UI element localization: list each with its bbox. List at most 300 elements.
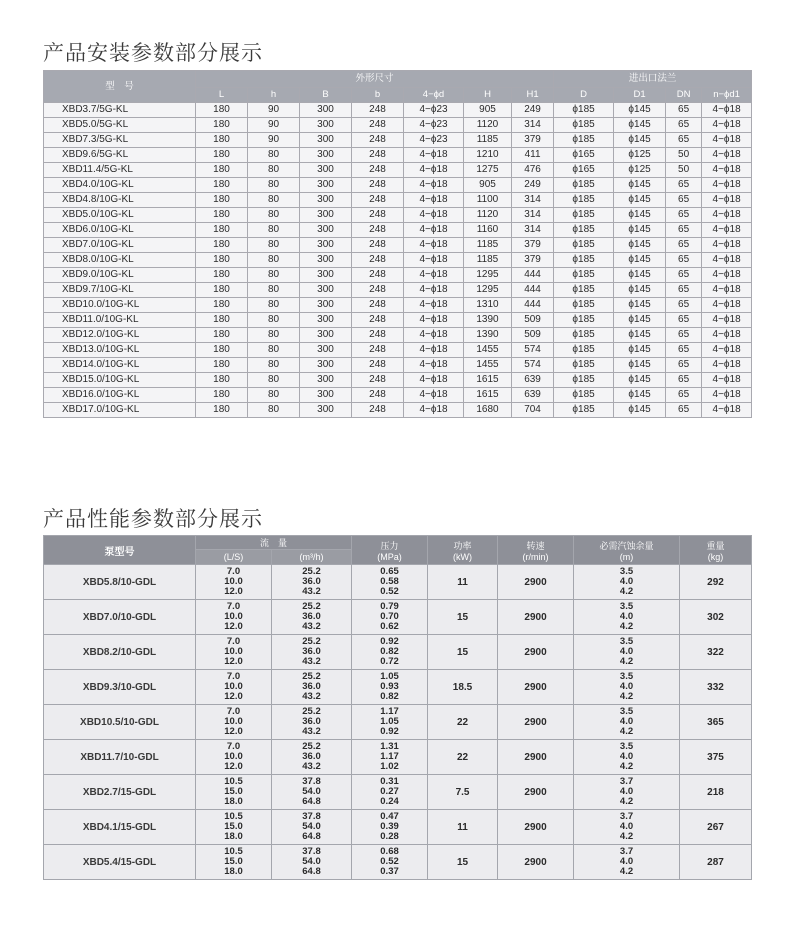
table-cell: 249 — [512, 178, 554, 193]
table-cell: 379 — [512, 238, 554, 253]
table-cell: 1295 — [464, 283, 512, 298]
flow-ls-cell — [196, 775, 272, 810]
table-cell: 4−ϕ18 — [404, 268, 464, 283]
table-cell: 65 — [666, 388, 702, 403]
performance-params-table — [43, 535, 752, 880]
table-cell: 65 — [666, 268, 702, 283]
table-cell: 4−ϕ18 — [404, 313, 464, 328]
table-cell: 1185 — [464, 133, 512, 148]
table-cell: 314 — [512, 223, 554, 238]
flow-m3h-cell-value: 25.2 — [302, 636, 321, 647]
npsh-cell — [574, 670, 680, 705]
table-cell: 4−ϕ18 — [702, 133, 752, 148]
table-cell: 4−ϕ18 — [702, 103, 752, 118]
table-cell: 180 — [196, 118, 248, 133]
table-cell: 4−ϕ23 — [404, 118, 464, 133]
table-cell: 50 — [666, 148, 702, 163]
table-cell: ϕ185 — [554, 268, 614, 283]
table-cell: 1615 — [464, 388, 512, 403]
header-col: DN — [666, 88, 702, 103]
table-cell: 180 — [196, 313, 248, 328]
table-cell: 180 — [196, 283, 248, 298]
table-cell: 248 — [352, 223, 404, 238]
table-cell: 1120 — [464, 208, 512, 223]
table-row — [44, 845, 752, 880]
power-cell: 15 — [428, 845, 498, 880]
flow-m3h-cell-value: 36.0 — [302, 611, 321, 622]
npsh-cell-value: 4.0 — [619, 576, 634, 587]
table-cell: ϕ185 — [554, 208, 614, 223]
header-col: b — [352, 88, 404, 103]
pressure-cell-value: 0.70 — [380, 611, 399, 622]
table-cell: ϕ185 — [554, 283, 614, 298]
power-cell: 7.5 — [428, 775, 498, 810]
table-cell: 300 — [300, 223, 352, 238]
table-cell: 4−ϕ18 — [702, 268, 752, 283]
weight-cell: 218 — [680, 775, 752, 810]
table-cell: 4−ϕ18 — [702, 298, 752, 313]
flow-ls-cell — [196, 600, 272, 635]
flow-ls-cell-value: 7.0 — [226, 671, 241, 682]
table-cell: 180 — [196, 343, 248, 358]
table-cell: ϕ185 — [554, 133, 614, 148]
npsh-cell-value: 3.5 — [619, 741, 634, 752]
table-cell: ϕ145 — [614, 268, 666, 283]
flow-ls-cell — [196, 635, 272, 670]
table-cell: 180 — [196, 328, 248, 343]
table-cell: 300 — [300, 163, 352, 178]
table-cell: 80 — [248, 358, 300, 373]
table-cell: ϕ145 — [614, 403, 666, 418]
pump-model-cell: XBD2.7/15-GDL — [44, 775, 196, 810]
pressure-cell-value: 0.31 — [380, 776, 399, 787]
table-cell: 80 — [248, 223, 300, 238]
flow-m3h-cell-value: 43.2 — [302, 726, 321, 737]
pressure-cell-value: 0.39 — [380, 821, 399, 832]
npsh-cell-value: 4.2 — [619, 656, 634, 667]
table-cell: 248 — [352, 298, 404, 313]
model-cell: XBD13.0/10G-KL — [44, 343, 196, 358]
table-cell: 65 — [666, 208, 702, 223]
npsh-cell — [574, 635, 680, 670]
table-cell: ϕ145 — [614, 223, 666, 238]
table-cell: ϕ185 — [554, 103, 614, 118]
pressure-cell-value: 0.93 — [380, 681, 399, 692]
table-cell: 300 — [300, 373, 352, 388]
table-cell: 639 — [512, 388, 554, 403]
flow-ls-cell-value: 10.0 — [224, 681, 243, 692]
table-row — [44, 373, 752, 388]
table-cell: 4−ϕ18 — [702, 238, 752, 253]
table-cell: 300 — [300, 133, 352, 148]
flow-ls-cell-value: 10.0 — [224, 576, 243, 587]
npsh-cell-value: 4.0 — [619, 611, 634, 622]
table-cell: ϕ165 — [554, 163, 614, 178]
table-row — [44, 635, 752, 670]
table-cell: 249 — [512, 103, 554, 118]
npsh-cell — [574, 600, 680, 635]
table-cell: 65 — [666, 253, 702, 268]
table-cell: 4−ϕ18 — [702, 193, 752, 208]
table-cell: 90 — [248, 133, 300, 148]
pressure-cell-value: 0.79 — [380, 601, 399, 612]
table-cell: 4−ϕ18 — [404, 178, 464, 193]
table-cell: 509 — [512, 313, 554, 328]
table-cell: 4−ϕ18 — [702, 373, 752, 388]
install-params-table — [43, 70, 752, 418]
table-row — [44, 103, 752, 118]
header-flow: 流 量 — [196, 536, 352, 550]
flow-ls-cell-value: 12.0 — [224, 621, 243, 632]
flow-m3h-cell — [272, 705, 352, 740]
table-row — [44, 238, 752, 253]
model-cell: XBD5.0/10G-KL — [44, 208, 196, 223]
npsh-cell-value: 4.0 — [619, 646, 634, 657]
table-cell: 180 — [196, 253, 248, 268]
table-cell: 4−ϕ18 — [404, 403, 464, 418]
table-cell: 180 — [196, 358, 248, 373]
flow-ls-cell-value: 12.0 — [224, 656, 243, 667]
table-cell: 80 — [248, 238, 300, 253]
model-cell: XBD9.0/10G-KL — [44, 268, 196, 283]
table-cell: 1100 — [464, 193, 512, 208]
flow-ls-cell — [196, 705, 272, 740]
power-cell: 22 — [428, 740, 498, 775]
table-cell: ϕ145 — [614, 373, 666, 388]
table-cell: 300 — [300, 298, 352, 313]
flow-m3h-cell-value: 43.2 — [302, 761, 321, 772]
flow-m3h-cell-value: 36.0 — [302, 716, 321, 727]
model-cell: XBD14.0/10G-KL — [44, 358, 196, 373]
table-cell: 80 — [248, 298, 300, 313]
pressure-cell — [352, 670, 428, 705]
pressure-cell — [352, 635, 428, 670]
pressure-cell-value: 1.17 — [380, 706, 399, 717]
table-cell: 80 — [248, 148, 300, 163]
table-row — [44, 670, 752, 705]
table-row — [44, 268, 752, 283]
weight-cell: 267 — [680, 810, 752, 845]
header-flow-m3h: (m³/h) — [272, 550, 352, 565]
header-col: H1 — [512, 88, 554, 103]
table-cell: 65 — [666, 133, 702, 148]
table-cell: 4−ϕ18 — [404, 253, 464, 268]
table-cell: 180 — [196, 148, 248, 163]
table-cell: 1680 — [464, 403, 512, 418]
model-cell: XBD8.0/10G-KL — [44, 253, 196, 268]
table-row — [44, 388, 752, 403]
header-col: L — [196, 88, 248, 103]
pressure-cell-value: 0.65 — [380, 566, 399, 577]
model-cell: XBD11.0/10G-KL — [44, 313, 196, 328]
flow-ls-cell-value: 18.0 — [224, 796, 243, 807]
pressure-cell-value: 0.82 — [380, 691, 399, 702]
header-outer-dims: 外形尺寸 — [196, 71, 554, 88]
speed-cell: 2900 — [498, 635, 574, 670]
header-col: B — [300, 88, 352, 103]
pressure-cell-value: 0.92 — [380, 636, 399, 647]
table-cell: 248 — [352, 238, 404, 253]
table-row — [44, 223, 752, 238]
flow-ls-cell-value: 10.0 — [224, 716, 243, 727]
flow-ls-cell-value: 10.5 — [224, 811, 243, 822]
pressure-cell-value: 0.92 — [380, 726, 399, 737]
flow-ls-cell — [196, 670, 272, 705]
table-cell: ϕ185 — [554, 343, 614, 358]
pressure-cell-value: 0.68 — [380, 846, 399, 857]
flow-ls-cell-value: 18.0 — [224, 866, 243, 877]
table-cell: 4−ϕ18 — [702, 328, 752, 343]
table-cell: 300 — [300, 343, 352, 358]
model-cell: XBD17.0/10G-KL — [44, 403, 196, 418]
npsh-cell-value: 3.5 — [619, 566, 634, 577]
table-cell: 4−ϕ18 — [404, 283, 464, 298]
pressure-cell-value: 1.05 — [380, 716, 399, 727]
model-cell: XBD7.3/5G-KL — [44, 133, 196, 148]
table-cell: 80 — [248, 313, 300, 328]
flow-ls-cell-value: 10.0 — [224, 646, 243, 657]
flow-ls-cell-value: 12.0 — [224, 726, 243, 737]
table-row — [44, 283, 752, 298]
table-cell: 300 — [300, 208, 352, 223]
table-cell: 248 — [352, 163, 404, 178]
table-cell: 80 — [248, 163, 300, 178]
table-cell: 90 — [248, 118, 300, 133]
table-cell: 444 — [512, 283, 554, 298]
flow-ls-cell-value: 18.0 — [224, 831, 243, 842]
npsh-cell-value: 4.0 — [619, 786, 634, 797]
table-cell: 1390 — [464, 328, 512, 343]
table-cell: 248 — [352, 103, 404, 118]
table-cell: 80 — [248, 193, 300, 208]
header-col: H — [464, 88, 512, 103]
flow-m3h-cell-value: 54.0 — [302, 786, 321, 797]
table-cell: 379 — [512, 133, 554, 148]
table-cell: 300 — [300, 103, 352, 118]
header-col: h — [248, 88, 300, 103]
table-cell: 80 — [248, 178, 300, 193]
table-cell: ϕ145 — [614, 358, 666, 373]
model-cell: XBD5.0/5G-KL — [44, 118, 196, 133]
table-cell: ϕ145 — [614, 103, 666, 118]
table-cell: 4−ϕ23 — [404, 103, 464, 118]
table-row — [44, 328, 752, 343]
speed-cell: 2900 — [498, 740, 574, 775]
header-weight-label: 重量 — [706, 540, 725, 551]
table-cell: 248 — [352, 313, 404, 328]
flow-m3h-cell — [272, 670, 352, 705]
table-cell: 4−ϕ18 — [404, 358, 464, 373]
flow-m3h-cell-value: 36.0 — [302, 751, 321, 762]
table-cell: 4−ϕ18 — [404, 373, 464, 388]
table-row — [44, 208, 752, 223]
weight-cell: 365 — [680, 705, 752, 740]
table-cell: ϕ165 — [554, 148, 614, 163]
table-cell: 4−ϕ18 — [702, 118, 752, 133]
power-cell: 22 — [428, 705, 498, 740]
table-cell: ϕ145 — [614, 208, 666, 223]
power-cell: 11 — [428, 565, 498, 600]
power-cell: 15 — [428, 635, 498, 670]
header-model: 型 号 — [44, 71, 196, 103]
flow-ls-cell-value: 15.0 — [224, 786, 243, 797]
pump-model-cell: XBD9.3/10-GDL — [44, 670, 196, 705]
flow-m3h-cell-value: 25.2 — [302, 706, 321, 717]
pressure-cell-value: 1.17 — [380, 751, 399, 762]
header-weight — [680, 536, 752, 565]
table-cell: 4−ϕ18 — [702, 253, 752, 268]
table-cell: 300 — [300, 388, 352, 403]
flow-ls-cell — [196, 740, 272, 775]
weight-cell: 332 — [680, 670, 752, 705]
weight-cell: 375 — [680, 740, 752, 775]
table-cell: 4−ϕ18 — [702, 163, 752, 178]
table-cell: 4−ϕ18 — [702, 223, 752, 238]
flow-m3h-cell-value: 64.8 — [302, 831, 321, 842]
table-cell: 248 — [352, 208, 404, 223]
table-cell: 80 — [248, 268, 300, 283]
table-cell: 300 — [300, 283, 352, 298]
speed-cell: 2900 — [498, 775, 574, 810]
model-cell: XBD7.0/10G-KL — [44, 238, 196, 253]
npsh-cell-value: 4.0 — [619, 821, 634, 832]
table-cell: 180 — [196, 238, 248, 253]
npsh-cell-value: 4.2 — [619, 796, 634, 807]
speed-cell: 2900 — [498, 705, 574, 740]
pump-model-cell: XBD11.7/10-GDL — [44, 740, 196, 775]
pressure-cell-value: 0.52 — [380, 856, 399, 867]
table-cell: ϕ185 — [554, 253, 614, 268]
header-col: D1 — [614, 88, 666, 103]
flow-m3h-cell — [272, 600, 352, 635]
npsh-cell — [574, 810, 680, 845]
table-cell: 4−ϕ18 — [702, 358, 752, 373]
npsh-cell-value: 4.2 — [619, 586, 634, 597]
header-pump-model: 泵型号 — [44, 536, 196, 565]
flow-ls-cell — [196, 845, 272, 880]
table-cell: 248 — [352, 328, 404, 343]
table-cell: 4−ϕ18 — [702, 313, 752, 328]
table-cell: ϕ185 — [554, 193, 614, 208]
header-speed-label: 转速 — [526, 540, 545, 551]
header-power-unit: (kW) — [453, 551, 473, 562]
table-cell: ϕ145 — [614, 253, 666, 268]
table-row — [44, 740, 752, 775]
table-cell: 300 — [300, 358, 352, 373]
table-row — [44, 133, 752, 148]
table-row — [44, 253, 752, 268]
table-cell: 80 — [248, 343, 300, 358]
npsh-cell-value: 4.2 — [619, 831, 634, 842]
pressure-cell-value: 0.62 — [380, 621, 399, 632]
table-cell: ϕ185 — [554, 118, 614, 133]
npsh-cell-value: 4.2 — [619, 621, 634, 632]
speed-cell: 2900 — [498, 845, 574, 880]
table-cell: 80 — [248, 373, 300, 388]
flow-m3h-cell-value: 37.8 — [302, 776, 321, 787]
table-cell: ϕ185 — [554, 238, 614, 253]
table-cell: 444 — [512, 298, 554, 313]
table-cell: 574 — [512, 358, 554, 373]
table-cell: 1185 — [464, 238, 512, 253]
table-cell: 1310 — [464, 298, 512, 313]
table-cell: 180 — [196, 133, 248, 148]
model-cell: XBD3.7/5G-KL — [44, 103, 196, 118]
npsh-cell-value: 3.5 — [619, 601, 634, 612]
flow-m3h-cell — [272, 565, 352, 600]
flow-ls-cell-value: 7.0 — [226, 741, 241, 752]
table-row — [44, 810, 752, 845]
speed-cell: 2900 — [498, 600, 574, 635]
model-cell: XBD4.8/10G-KL — [44, 193, 196, 208]
flow-ls-cell-value: 7.0 — [226, 706, 241, 717]
table-cell: ϕ125 — [614, 148, 666, 163]
flow-m3h-cell-value: 36.0 — [302, 646, 321, 657]
header-npsh-unit: (m) — [619, 551, 634, 562]
table-cell: 444 — [512, 268, 554, 283]
flow-ls-cell-value: 10.5 — [224, 846, 243, 857]
table-cell: 80 — [248, 388, 300, 403]
table-cell: 314 — [512, 208, 554, 223]
pressure-cell-value: 0.24 — [380, 796, 399, 807]
header-power — [428, 536, 498, 565]
flow-m3h-cell-value: 25.2 — [302, 671, 321, 682]
table-cell: 180 — [196, 223, 248, 238]
npsh-cell — [574, 740, 680, 775]
table-cell: 4−ϕ18 — [702, 283, 752, 298]
table-cell: 80 — [248, 403, 300, 418]
table-cell: 300 — [300, 403, 352, 418]
table-cell: 65 — [666, 313, 702, 328]
table-cell: ϕ185 — [554, 328, 614, 343]
pressure-cell — [352, 600, 428, 635]
pressure-cell-value: 0.28 — [380, 831, 399, 842]
table-cell: 180 — [196, 193, 248, 208]
table-cell: 639 — [512, 373, 554, 388]
table-cell: 4−ϕ18 — [404, 223, 464, 238]
flow-m3h-cell-value: 25.2 — [302, 601, 321, 612]
table-cell: 1210 — [464, 148, 512, 163]
table-cell: ϕ145 — [614, 118, 666, 133]
table-cell: ϕ185 — [554, 388, 614, 403]
table-cell: 1185 — [464, 253, 512, 268]
table-cell: 65 — [666, 298, 702, 313]
table-cell: 1455 — [464, 343, 512, 358]
pressure-cell-value: 1.05 — [380, 671, 399, 682]
table-cell: ϕ145 — [614, 313, 666, 328]
table-cell: 1120 — [464, 118, 512, 133]
table-cell: ϕ185 — [554, 358, 614, 373]
table-cell: 4−ϕ18 — [702, 178, 752, 193]
table-cell: 180 — [196, 103, 248, 118]
speed-cell: 2900 — [498, 810, 574, 845]
table-cell: 574 — [512, 343, 554, 358]
table-row — [44, 775, 752, 810]
table-cell: ϕ185 — [554, 373, 614, 388]
npsh-cell — [574, 705, 680, 740]
table-cell: 300 — [300, 253, 352, 268]
table-cell: 411 — [512, 148, 554, 163]
table-cell: 1455 — [464, 358, 512, 373]
table-cell: 300 — [300, 148, 352, 163]
flow-m3h-cell — [272, 845, 352, 880]
table-row — [44, 358, 752, 373]
flow-ls-cell-value: 10.0 — [224, 611, 243, 622]
table-cell: 300 — [300, 313, 352, 328]
header-power-label: 功率 — [453, 540, 472, 551]
table-row — [44, 148, 752, 163]
pump-model-cell: XBD10.5/10-GDL — [44, 705, 196, 740]
